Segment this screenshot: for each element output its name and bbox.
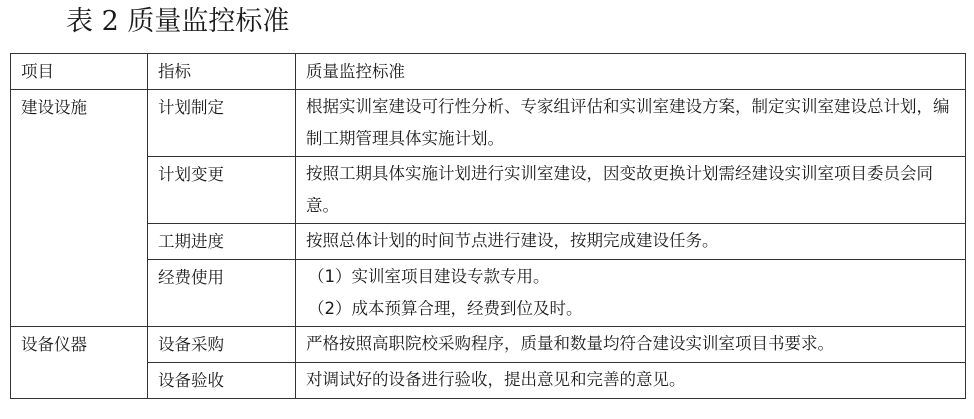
indicator-label: 计划变更	[158, 165, 224, 184]
indicator-cell	[148, 224, 296, 260]
header-indicator	[148, 54, 296, 90]
standard-text: 根据实训室建设可行性分析、专家组评估和实训室建设方案，制定实训室建设总计划，编制工期管理具体实施计划。	[306, 97, 950, 148]
table-row	[11, 157, 966, 224]
quality-standard-table	[10, 53, 966, 399]
indicator-cell	[148, 90, 296, 157]
standard-cell	[296, 363, 966, 399]
indicator-cell	[148, 157, 296, 224]
indicator-label: 工期进度	[158, 232, 224, 251]
item-label: 设备仪器	[21, 335, 87, 354]
table-row	[11, 363, 966, 399]
standard-cell	[296, 157, 966, 224]
indicator-label: 计划制定	[158, 98, 224, 117]
standard-text: 按照总体计划的时间节点进行建设，按期完成建设任务。	[306, 231, 719, 250]
table-header-row	[11, 54, 966, 90]
header-item-label: 项目	[21, 62, 54, 81]
item-label: 建设设施	[21, 98, 87, 117]
standard-list-item: （2）成本预算合理，经费到位及时。	[308, 299, 583, 318]
standard-list-item: （1）实训室项目建设专款专用。	[308, 267, 550, 286]
item-cell-construction	[11, 90, 148, 327]
standard-text: 对调试好的设备进行验收，提出意见和完善的意见。	[306, 370, 686, 389]
table-title: 表 2 质量监控标准	[66, 6, 290, 37]
header-indicator-label: 指标	[158, 62, 191, 81]
table-row	[11, 90, 966, 157]
header-standard	[296, 54, 966, 90]
indicator-label: 设备采购	[158, 335, 224, 354]
standard-list	[296, 260, 965, 325]
indicator-cell	[148, 327, 296, 363]
header-standard-label: 质量监控标准	[306, 62, 405, 81]
standard-cell	[296, 90, 966, 157]
indicator-cell	[148, 260, 296, 327]
standard-text: 按照工期具体实施计划进行实训室建设，因变故更换计划需经建设实训室项目委员会同意。	[306, 164, 933, 215]
standard-cell	[296, 327, 966, 363]
standard-cell	[296, 224, 966, 260]
item-cell-equipment	[11, 327, 148, 399]
table-row	[11, 224, 966, 260]
indicator-cell	[148, 363, 296, 399]
indicator-label: 经费使用	[158, 268, 224, 287]
standard-cell	[296, 260, 966, 327]
standard-text: 严格按照高职院校采购程序，质量和数量均符合建设实训室项目书要求。	[306, 334, 834, 353]
indicator-label: 设备验收	[158, 371, 224, 390]
header-item	[11, 54, 148, 90]
table-row	[11, 260, 966, 327]
table-row	[11, 327, 966, 363]
